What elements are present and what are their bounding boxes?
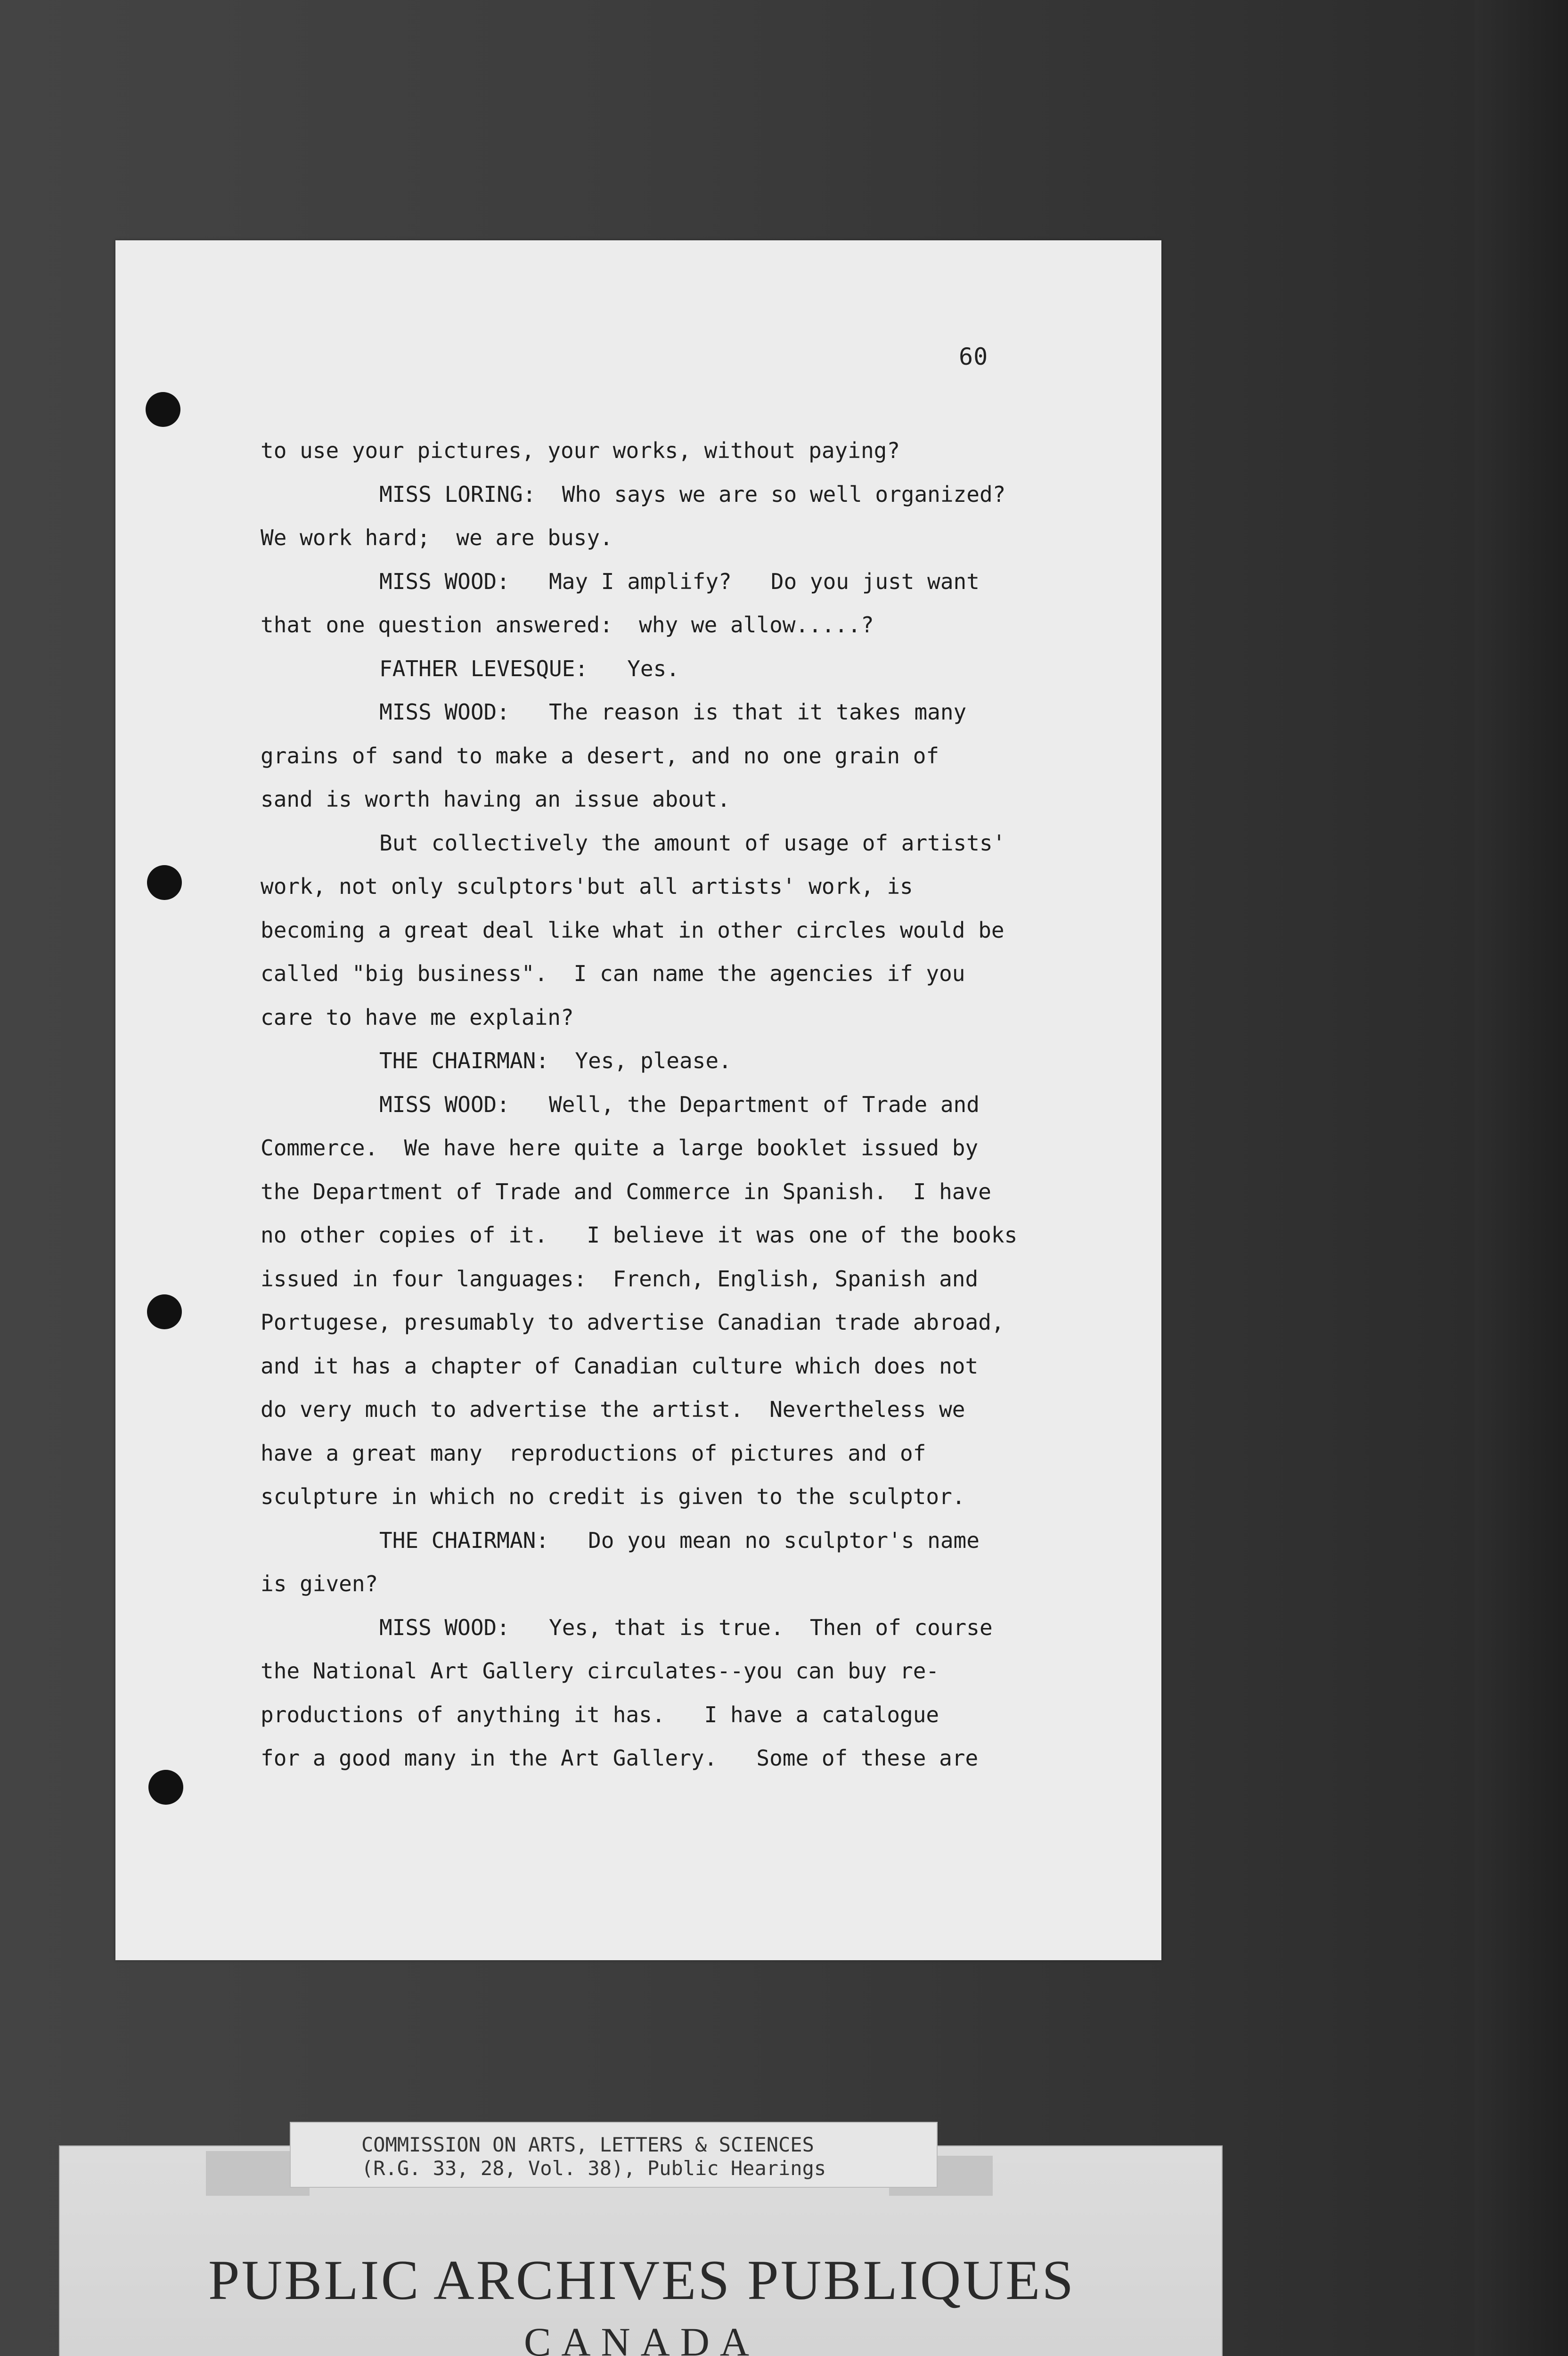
transcript-line: called "big business". I can name the agencies if you <box>261 961 965 986</box>
transcript-line: that one question answered: why we allow.....? <box>261 612 874 638</box>
transcript-line: do very much to advertise the artist. Nevertheless we <box>261 1397 965 1422</box>
transcript-line: sculpture in which no credit is given to the sculptor. <box>261 1484 965 1509</box>
transcript-line: MISS LORING: Who says we are so well organized? <box>379 481 1006 507</box>
transcript-line: the Department of Trade and Commerce in Spanish. I have <box>261 1178 991 1204</box>
punch-hole <box>147 865 182 900</box>
transcript-line: care to have me explain? <box>261 1004 574 1030</box>
transcript-line: becoming a great deal like what in other circles would be <box>261 917 1004 943</box>
archive-country: CANADA <box>524 2319 760 2356</box>
transcript-line: and it has a chapter of Canadian culture which does not <box>261 1353 979 1379</box>
collection-label-line2: (R.G. 33, 28, Vol. 38), Public Hearings <box>361 2157 826 2180</box>
transcript-line: MISS WOOD: May I amplify? Do you just want <box>379 568 980 594</box>
transcript-line: sand is worth having an issue about. <box>261 786 730 812</box>
page-number: 60 <box>959 343 988 370</box>
transcript-line: no other copies of it. I believe it was one of the books <box>261 1222 1018 1248</box>
transcript-line: have a great many reproductions of pictures and of <box>261 1440 926 1466</box>
transcript-line: grains of sand to make a desert, and no one grain of <box>261 743 939 769</box>
transcript-body <box>261 429 1062 1780</box>
transcript-line: MISS WOOD: The reason is that it takes many <box>379 699 967 725</box>
transcript-line: Portugese, presumably to advertise Canadian trade abroad, <box>261 1309 1004 1335</box>
transcript-line: is given? <box>261 1571 378 1596</box>
transcript-line: MISS WOOD: Well, the Department of Trade and <box>379 1091 980 1117</box>
transcript-line: MISS WOOD: Yes, that is true. Then of course <box>379 1614 993 1640</box>
transcript-line: work, not only sculptors'but all artists' work, is <box>261 874 913 899</box>
transcript-line: to use your pictures, your works, without paying? <box>261 438 900 463</box>
punch-hole <box>147 1294 182 1329</box>
punch-hole <box>148 1770 183 1805</box>
transcript-line: THE CHAIRMAN: Do you mean no sculptor's name <box>379 1527 980 1553</box>
transcript-line: FATHER LEVESQUE: Yes. <box>379 655 679 681</box>
document-page <box>115 240 1161 1960</box>
film-edge <box>1475 0 1568 2356</box>
collection-label-line1: COMMISSION ON ARTS, LETTERS & SCIENCES <box>361 2133 814 2156</box>
transcript-line: productions of anything it has. I have a catalogue <box>261 1702 939 1727</box>
transcript-line: the National Art Gallery circulates--you can buy re- <box>261 1658 939 1684</box>
transcript-line: But collectively the amount of usage of artists' <box>379 830 1006 856</box>
transcript-line: THE CHAIRMAN: Yes, please. <box>379 1048 732 1073</box>
punch-hole <box>146 392 180 427</box>
transcript-line: issued in four languages: French, English, Spanish and <box>261 1266 979 1292</box>
transcript-line: Commerce. We have here quite a large booklet issued by <box>261 1135 979 1161</box>
transcript-line: for a good many in the Art Gallery. Some of these are <box>261 1745 979 1771</box>
transcript-line: We work hard; we are busy. <box>261 525 613 550</box>
archive-title: PUBLIC ARCHIVES PUBLIQUES <box>208 2249 1076 2311</box>
collection-label <box>290 2122 938 2188</box>
